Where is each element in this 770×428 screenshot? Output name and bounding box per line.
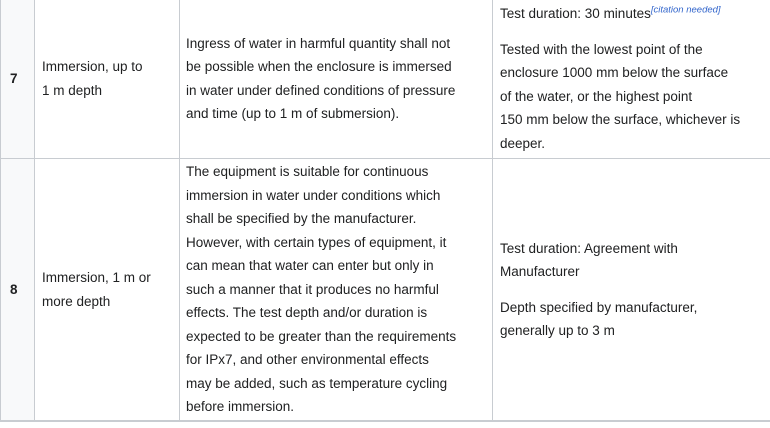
test-line: enclosure 1000 mm below the surface (500, 61, 762, 85)
description-cell (180, 0, 493, 159)
description-cell (180, 159, 493, 421)
description-line: such a manner that it produces no harmful (186, 278, 484, 302)
description-line: before immersion. (186, 395, 484, 419)
test-cell (493, 159, 770, 421)
description-line: immersion in water under conditions which (186, 184, 484, 208)
test-line: of the water, or the highest point (500, 85, 762, 109)
protection-line: Immersion, up to (42, 55, 172, 79)
description-line: for IPx7, and other environmental effects (186, 348, 484, 372)
citation-needed-link[interactable]: [citation needed] (651, 5, 721, 16)
protection-line: more depth (42, 290, 172, 314)
level-cell (1, 159, 35, 421)
test-duration-line (500, 2, 762, 26)
description-line: in water under defined conditions of pressure (186, 79, 484, 103)
protection-line: Immersion, 1 m or (42, 266, 172, 290)
test-line: generally up to 3 m (500, 319, 762, 343)
level-number: 7 (10, 71, 18, 86)
protection-cell (35, 0, 180, 159)
test-line: Test duration: Agreement with (500, 237, 762, 261)
test-line: Manufacturer (500, 260, 762, 284)
test-line: deeper. (500, 132, 762, 156)
test-line: Tested with the lowest point of the (500, 38, 762, 62)
description-line: shall be specified by the manufacturer. (186, 207, 484, 231)
description-line: Ingress of water in harmful quantity shall not (186, 32, 484, 56)
description-line: effects. The test depth and/or duration is (186, 301, 484, 325)
test-line: Depth specified by manufacturer, (500, 296, 762, 320)
protection-cell (35, 159, 180, 421)
paragraph-gap (500, 284, 762, 296)
level-cell (1, 0, 35, 159)
description-line: be possible when the enclosure is immersed (186, 55, 484, 79)
description-line: may be added, such as temperature cycling (186, 372, 484, 396)
test-line: 150 mm below the surface, whichever is (500, 108, 762, 132)
description-line: can mean that water can enter but only in (186, 254, 484, 278)
protection-line: 1 m depth (42, 79, 172, 103)
paragraph-gap (500, 26, 762, 38)
description-line: However, with certain types of equipment, it (186, 231, 484, 255)
level-number: 8 (10, 282, 18, 297)
table-row (1, 0, 770, 159)
description-line: and time (up to 1 m of submersion). (186, 102, 484, 126)
table-row (1, 159, 770, 421)
test-duration-text: Test duration: 30 minutes (500, 6, 651, 21)
description-line: expected to be greater than the requirements (186, 325, 484, 349)
description-line: The equipment is suitable for continuous (186, 160, 484, 184)
test-cell (493, 0, 770, 159)
